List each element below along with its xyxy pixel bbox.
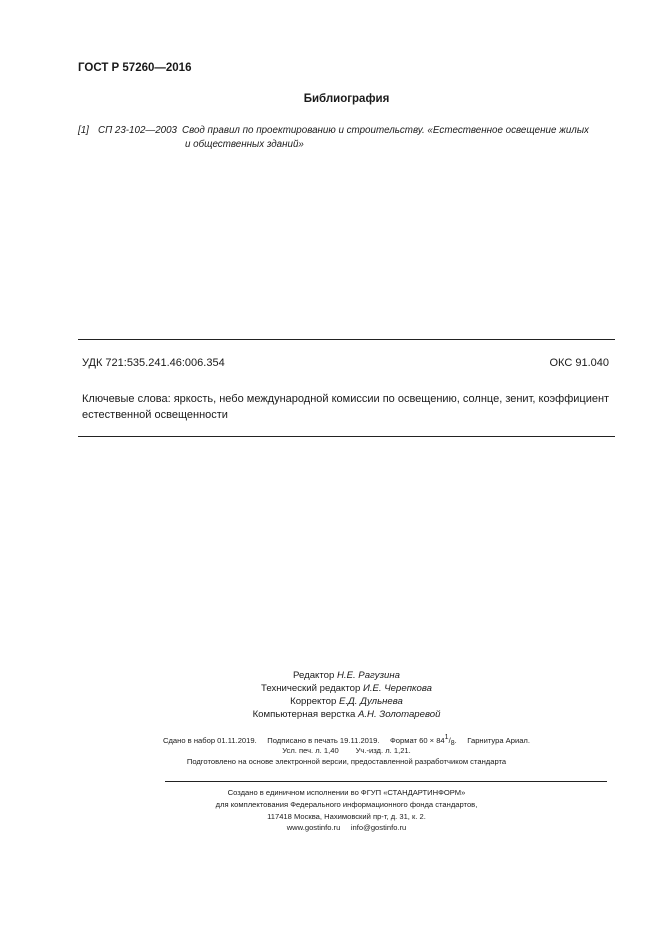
divider-top xyxy=(78,339,615,340)
publication-line2 xyxy=(0,746,661,755)
tech-editor-name: И.Е. Черепкова xyxy=(362,683,432,694)
publisher-line1: Создано в единичном исполнении во ФГУП «СТАНДАРТИНФОРМ» xyxy=(227,788,466,797)
divider-bottom xyxy=(78,436,615,437)
corrector-name: Е.Д. Дульнева xyxy=(338,696,403,707)
credit-tech-editor xyxy=(0,683,661,694)
pub-format-sup: 1 xyxy=(444,734,449,741)
layout-name: А.Н. Золотаревой xyxy=(357,709,441,720)
pub-print-sheets: Усл. печ. л. 1,40 xyxy=(282,746,339,755)
pub-print-date: Подписано в печать 19.11.2019. xyxy=(267,736,380,745)
credit-editor xyxy=(0,670,661,681)
udk-code: УДК 721:535.241.46:006.354 xyxy=(82,357,225,369)
standard-number: ГОСТ Р 57260—2016 xyxy=(78,62,192,74)
ref-title-line1: Свод правил по проектированию и строительству. «Естественное освещение жилых xyxy=(182,125,589,136)
publisher-site-link[interactable]: www.gostinfo.ru xyxy=(286,823,341,832)
ref-title-line2: и общественных зданий» xyxy=(185,139,304,150)
publication-line1: Сдано в набор 01.11.2019. Подписано в печать 19.11.2019. Формат 60 × 841/8. Гарнитура Ариал. xyxy=(163,734,530,747)
pub-typeface: Гарнитура Ариал. xyxy=(467,736,530,745)
editor-name: Н.Е. Рагузина xyxy=(336,670,400,681)
layout-label: Компьютерная верстка xyxy=(252,709,356,720)
ref-number: [1] xyxy=(78,125,89,136)
publication-line3: Подготовлено на основе электронной версии, предоставленной разработчиком стандарта xyxy=(186,757,507,766)
pub-typeset-date: Сдано в набор 01.11.2019. xyxy=(163,736,257,745)
publisher-email-link[interactable]: info@gostinfo.ru xyxy=(350,823,407,832)
editor-label: Редактор xyxy=(293,670,335,681)
tech-editor-label: Технический редактор xyxy=(261,683,361,694)
publisher-address: 117418 Москва, Нахимовский пр-т, д. 31, к. 2. xyxy=(267,812,426,821)
publisher-contacts xyxy=(0,823,661,832)
credit-layout xyxy=(0,709,661,720)
corrector-label: Корректор xyxy=(290,696,337,707)
pub-publisher-sheets: Уч.-изд. л. 1,21. xyxy=(355,746,411,755)
bibliography-title: Библиография xyxy=(303,93,390,105)
pub-format: Формат 60 × 84 xyxy=(390,736,445,745)
keywords: Ключевые слова: яркость, небо международной комиссии по освещению, солнце, зенит, коэффициент естественной освещенности xyxy=(82,393,610,421)
divider-publisher xyxy=(165,781,607,782)
oks-code: ОКС 91.040 xyxy=(549,357,609,369)
pub-format-dot: . xyxy=(454,736,457,745)
publisher-line2: для комплектования Федерального информационного фонда стандартов, xyxy=(215,800,478,809)
pub-format-sub: 8 xyxy=(450,740,455,747)
credit-corrector xyxy=(0,696,661,707)
ref-code: СП 23-102—2003 xyxy=(98,125,177,136)
